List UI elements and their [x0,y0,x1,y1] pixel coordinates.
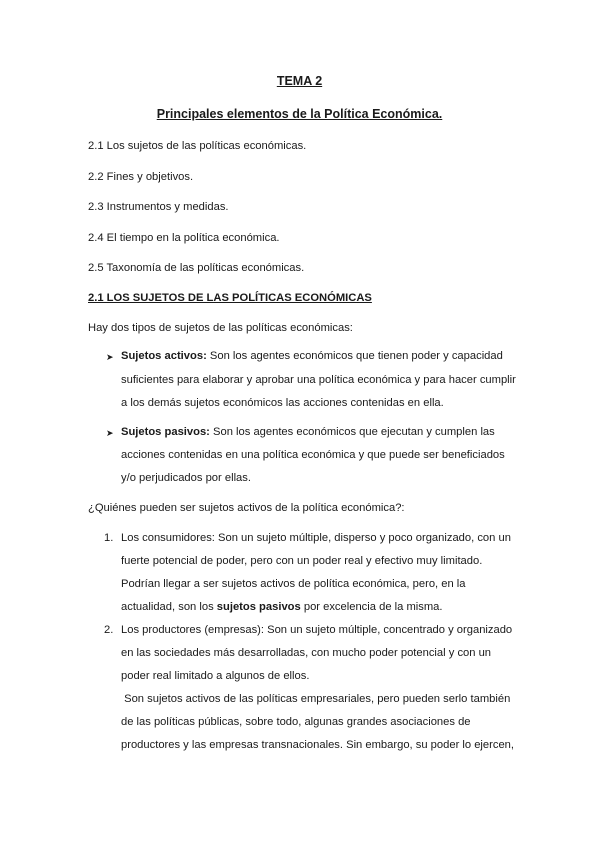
list-number: 1. [104,532,114,544]
list-text: actualidad, son los [121,601,217,613]
toc-item: 2.1 Los sujetos de las políticas económicas. [88,140,307,152]
toc-item: 2.5 Taxonomía de las políticas económicas. [88,262,305,274]
bullet-text: Son los agentes económicos que ejecutan y cumplen las [209,426,495,438]
bullet-line [121,426,495,438]
list-bold-text: sujetos pasivos [216,601,301,613]
list-line: Son sujetos activos de las políticas empresariales, pero pueden serlo también [121,693,511,705]
toc-item: 2.2 Fines y objetivos. [88,171,194,183]
bullet-line [121,350,503,362]
toc-item: 2.3 Instrumentos y medidas. [88,201,229,213]
page-subtitle: Principales elementos de la Política Económica. [156,107,443,121]
list-line: fuerte potencial de poder, pero con un poder real y efectivo muy limitado. [121,555,483,567]
arrow-bullet-icon: ➤ [106,352,114,362]
list-line: productores y las empresas transnacionales. Sin embargo, su poder lo ejercen, [121,739,515,751]
bullet-term: Sujetos activos: [121,350,207,362]
bullet-line: suficientes para elaborar y aprobar una política económica y para hacer cumplir [121,374,516,386]
list-line: Los productores (empresas): Son un sujeto múltiple, concentrado y organizado [121,624,513,636]
list-line [121,601,443,613]
arrow-bullet-icon: ➤ [106,428,114,438]
list-line: de las políticas públicas, sobre todo, algunas grandes asociaciones de [121,716,471,728]
section-heading: 2.1 LOS SUJETOS DE LAS POLÍTICAS ECONÓMICAS [88,292,372,304]
intro-text: Hay dos tipos de sujetos de las políticas económicas: [88,322,353,334]
bullet-line: y/o perjudicados por ellas. [121,472,251,484]
toc-item: 2.4 El tiempo en la política económica. [88,232,280,244]
bullet-line: acciones contenidas en una política económica y que puede ser beneficiados [121,449,505,461]
list-line: en las sociedades más desarrolladas, con mucho poder potencial y con un [121,647,492,659]
bullet-line: a los demás sujetos económicos las acciones contenidas en ella. [121,397,444,409]
page-title: TEMA 2 [276,74,323,88]
list-text: por excelencia de la misma. [300,601,443,613]
bullet-text: Son los agentes económicos que tienen poder y capacidad [206,350,503,362]
list-number: 2. [104,624,114,636]
question-text: ¿Quiénes pueden ser sujetos activos de la política económica?: [88,502,405,514]
list-line: poder real limitado a algunos de ellos. [121,670,310,682]
bullet-term: Sujetos pasivos: [121,426,210,438]
list-line: Podrían llegar a ser sujetos activos de política económica, pero, en la [121,578,466,590]
list-line: Los consumidores: Son un sujeto múltiple, disperso y poco organizado, con un [121,532,511,544]
